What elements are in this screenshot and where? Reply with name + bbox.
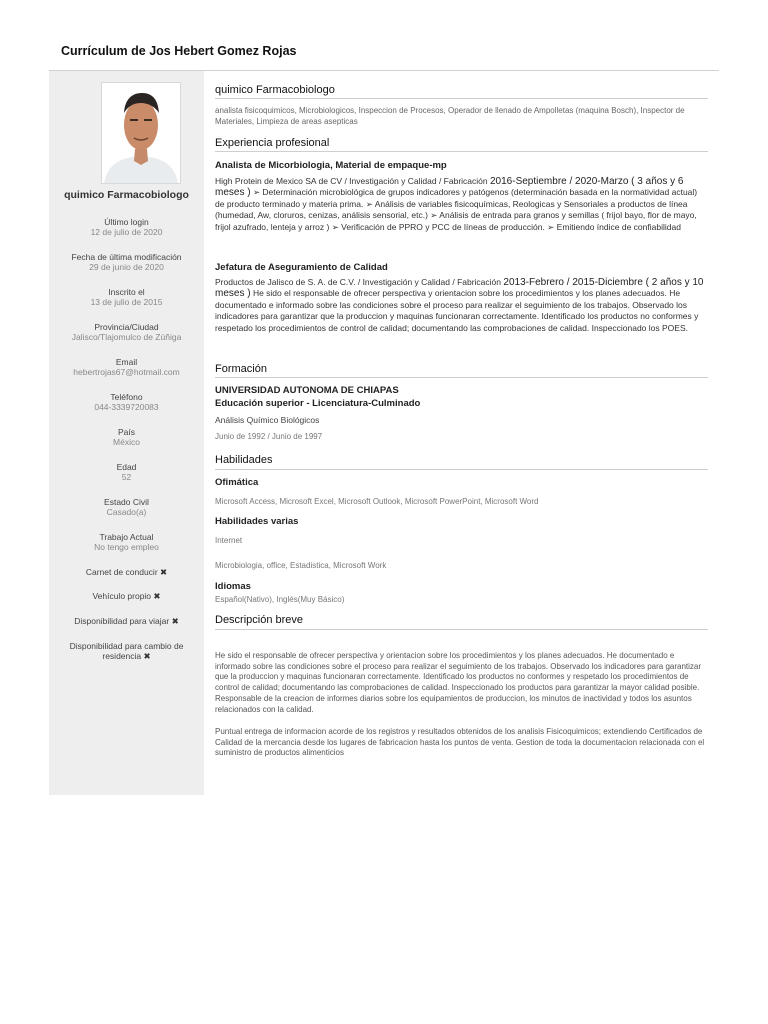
flag-travel-availability-label: Disponibilidad para viajar bbox=[74, 616, 170, 626]
age bbox=[53, 462, 200, 482]
divider bbox=[215, 469, 708, 470]
education-period: Junio de 1992 / Junio de 1997 bbox=[215, 432, 323, 441]
skills-various-item: Internet bbox=[215, 536, 243, 545]
education-institution: UNIVERSIDAD AUTONOMA DE CHIAPAS bbox=[215, 385, 399, 396]
skills-office-list: Microsoft Access, Microsoft Excel, Microsoft Outlook, Microsoft PowerPoint, Microsoft Word bbox=[215, 497, 539, 506]
experience-section-title: Experiencia profesional bbox=[215, 137, 330, 149]
phone bbox=[53, 392, 200, 412]
sidebar bbox=[49, 71, 204, 795]
cross-icon: ✖ bbox=[153, 591, 161, 601]
marital-status bbox=[53, 497, 200, 517]
province-city-label: Provincia/Ciudad bbox=[94, 322, 159, 332]
divider bbox=[215, 151, 708, 152]
education-field: Análisis Químico Biológicos bbox=[215, 415, 320, 425]
current-job-label: Trabajo Actual bbox=[99, 532, 154, 542]
age-label: Edad bbox=[116, 462, 137, 472]
job-company-line: Productos de Jalisco de S. A. de C.V. / Investigación y Calidad / Fabricación bbox=[215, 277, 502, 287]
summary-paragraph: He sido el responsable de ofrecer perspectiva y orientacion sobre los procedimientos y los planes adecuados. He documentado e informado sobre las condiciones sobre el proceso para realizar el seguimiento de los trabajos. Observado los indicadores para garantizar que la produccion y maquinas funcionaran correctamente. Identificado los productos no conformes y respetado los procedimientos de control de calidad; documentando las comprobaciones de calidad. Inspeccionado los productos para garantizar la mayor calidad posible. Responsable de la creacion de informes diarios sobre los equipamientos de produccion, los minutos de inactividad y todos los asuntos relacionados con la calidad. bbox=[215, 651, 702, 714]
last-modified bbox=[53, 252, 200, 272]
province-city bbox=[53, 322, 200, 342]
summary-section-title: Descripción breve bbox=[215, 614, 304, 626]
flag-relocation-availability bbox=[53, 641, 200, 661]
skills-section-title: Habilidades bbox=[215, 454, 273, 466]
country bbox=[53, 427, 200, 447]
email-label: Email bbox=[115, 357, 138, 367]
last-modified-value: 29 de junio de 2020 bbox=[89, 262, 164, 272]
flag-own-vehicle bbox=[53, 591, 200, 601]
country-value: México bbox=[113, 437, 140, 447]
flag-own-vehicle-label: Vehículo propio bbox=[92, 591, 152, 601]
current-job bbox=[53, 532, 200, 552]
skills-languages-title: Idiomas bbox=[215, 581, 251, 592]
phone-label: Teléfono bbox=[110, 392, 143, 402]
cross-icon: ✖ bbox=[171, 616, 179, 626]
document-title: Currículum de Jos Hebert Gomez Rojas bbox=[61, 44, 297, 58]
divider bbox=[215, 377, 708, 378]
skills-various-title: Habilidades varias bbox=[215, 516, 299, 527]
country-label: País bbox=[117, 427, 135, 437]
skills-languages: Español(Nativo), Inglés(Muy Básico) bbox=[215, 595, 345, 604]
flag-drivers-license bbox=[53, 567, 200, 577]
current-job-value: No tengo empleo bbox=[94, 542, 159, 552]
age-value: 52 bbox=[121, 472, 132, 482]
marital-status-value: Casado(a) bbox=[106, 507, 147, 517]
job-title: Analista de Micorbiologia, Material de empaque-mp bbox=[215, 160, 447, 171]
cross-icon: ✖ bbox=[143, 651, 151, 661]
education-degree: Educación superior - Licenciatura-Culminado bbox=[215, 398, 421, 409]
last-modified-label: Fecha de última modificación bbox=[71, 252, 182, 262]
summary-paragraph: Puntual entrega de informacion acorde de los registros y resultados obtenidos de los analisis Fisicoquimicos; extendiendo Certificados de Calidad de la mercancia desde los lugares de fabricacion hasta los puntos de venta. Gestion de toda la documentacion relacionada con el suministro de productos alimenticios bbox=[215, 727, 705, 758]
last-login bbox=[53, 217, 200, 237]
email bbox=[53, 357, 200, 377]
job-period: 2016-Septiembre / 2020-Marzo ( 3 años y 6 meses ) bbox=[215, 176, 684, 199]
profile-photo bbox=[101, 82, 181, 184]
profile-keywords: analista fisicoquimicos, Microbiologicos, Inspeccion de Procesos, Operador de llenado de Ampolletas (maquina Bosch), Inspector de Materiales, Limpieza de areas asepticas bbox=[215, 106, 685, 126]
divider bbox=[215, 629, 708, 630]
registered-on bbox=[53, 287, 200, 307]
skills-office-title: Ofimática bbox=[215, 477, 259, 488]
cross-icon: ✖ bbox=[160, 567, 168, 577]
province-city-value: Jalisco/Tlajomulco de Zúñiga bbox=[71, 332, 182, 342]
email-value[interactable]: hebertrojas67@hotmail.com bbox=[73, 367, 180, 377]
marital-status-label: Estado Civil bbox=[104, 497, 149, 507]
job-description: ➢ Determinación microbiológica de grupos indicadores y patógenos (determinación basada en la normatividad actual) de producto terminado y materia prima. ➢ Análisis de variables fisicoquímicas, Reologicas y Sensoriales a productos de línea (humedad, Aw, cloruros, cenizas, análisis sensorial, etc.) ➢ Análisis de entrada para granos y semillas ( frijol bayo, flor de mayo, frijol azufrado, lenteja y arroz ) ➢ Verificación de PPRO y PCC de líneas de producción. ➢ Emitiendo índice de confiabilidad bbox=[215, 187, 698, 232]
skills-various-item: Microbiologia, office, Estadistica, Microsoft Work bbox=[215, 561, 387, 570]
job-title: Jefatura de Aseguramiento de Calidad bbox=[215, 262, 388, 273]
last-login-value: 12 de julio de 2020 bbox=[90, 227, 163, 237]
flag-relocation-availability-label: Disponibilidad para cambio de residencia bbox=[69, 641, 184, 661]
job-description: He sido el responsable de ofrecer perspectiva y orientacion sobre los procedimientos y los planes adecuados. He documentado e informado sobre las condiciones sobre el proceso para realizar el seguimiento de los trabajos. Observado los indicadores para garantizar que la produccion y maquinas funcionaran correctamente. Identificado los productos no conformes y respetado los procedimientos de control de calidad; documentando las comprobaciones de calidad. Inspeccionado los POES. bbox=[215, 288, 699, 333]
job-details bbox=[215, 277, 708, 334]
phone-value: 044-3339720083 bbox=[94, 402, 159, 412]
last-login-label: Último login bbox=[104, 217, 149, 227]
registered-on-value: 13 de julio de 2015 bbox=[90, 297, 163, 307]
flag-drivers-license-label: Carnet de conducir bbox=[85, 567, 158, 577]
job-details bbox=[215, 176, 708, 233]
registered-on-label: Inscrito el bbox=[108, 287, 145, 297]
education-section-title: Formación bbox=[215, 363, 267, 375]
job-company-line: High Protein de Mexico SA de CV / Investigación y Calidad / Fabricación bbox=[215, 176, 488, 186]
divider bbox=[215, 98, 708, 99]
sidebar-profession: quimico Farmacobiologo bbox=[64, 189, 189, 201]
profile-headline: quimico Farmacobiologo bbox=[215, 84, 335, 96]
job-period: 2013-Febrero / 2015-Diciembre ( 2 años y 10 meses ) bbox=[215, 277, 704, 300]
flag-travel-availability bbox=[53, 616, 200, 626]
